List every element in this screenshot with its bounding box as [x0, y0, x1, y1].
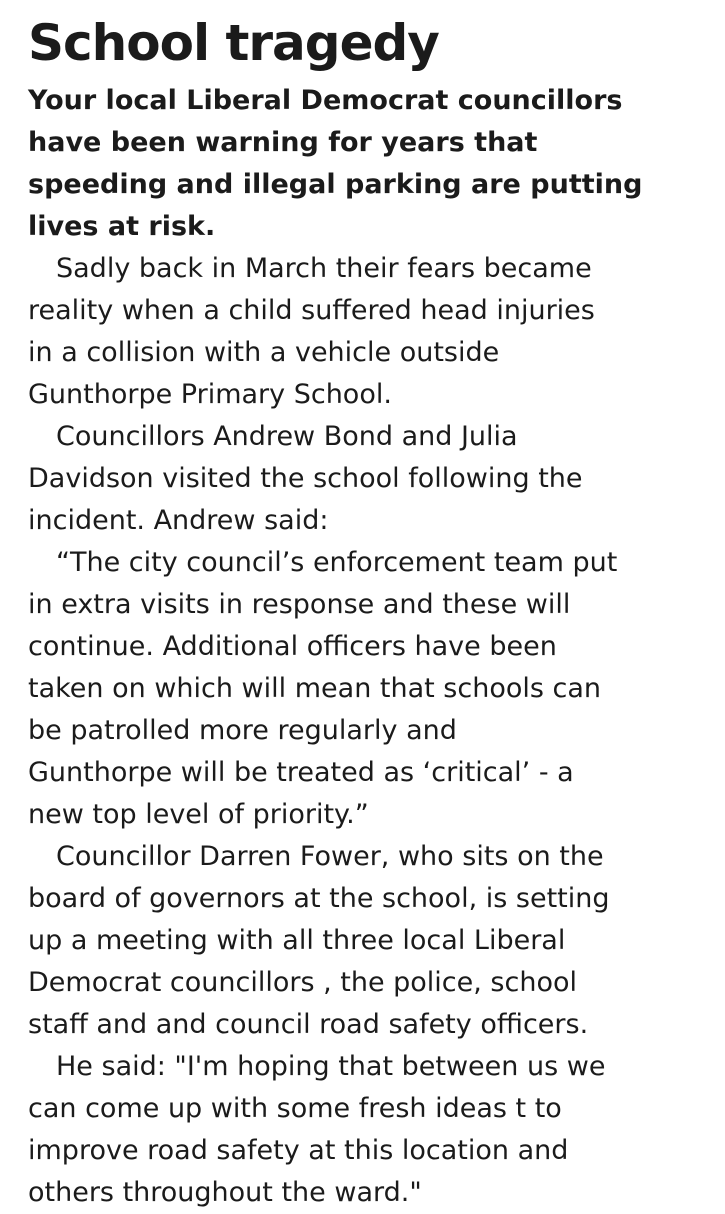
quote-paragraph: He said: "I'm hoping that between us we can come up with some fresh ideas t to improve road safety at this location and others throughout the ward." [28, 1051, 606, 1208]
news-article [28, 12, 708, 1214]
paragraph: Councillor Darren Fower, who sits on the board of governors at the school, is setting up a meeting with all three local Liberal Democrat councillors , the police, school staff and and council road safety officers. [28, 841, 610, 1040]
standfirst: Your local Liberal Democrat councillors have been warning for years that speeding and illegal parking are putting lives at risk. [28, 85, 643, 242]
paragraph: Sadly back in March their fears became reality when a child suffered head injuries in a collision with a vehicle outside Gunthorpe Primary School. [28, 253, 595, 410]
headline: School tragedy [28, 14, 439, 72]
quote-paragraph: “The city council’s enforcement team put in extra visits in response and these will continue. Additional officers have been taken on which will mean that schools can be patrolled more regularly and Gunthorpe will be treated as ‘critical’ - a new top level of priority.” [28, 547, 618, 830]
paragraph: Councillors Andrew Bond and Julia Davidson visited the school following the incident. Andrew said: [28, 421, 583, 536]
